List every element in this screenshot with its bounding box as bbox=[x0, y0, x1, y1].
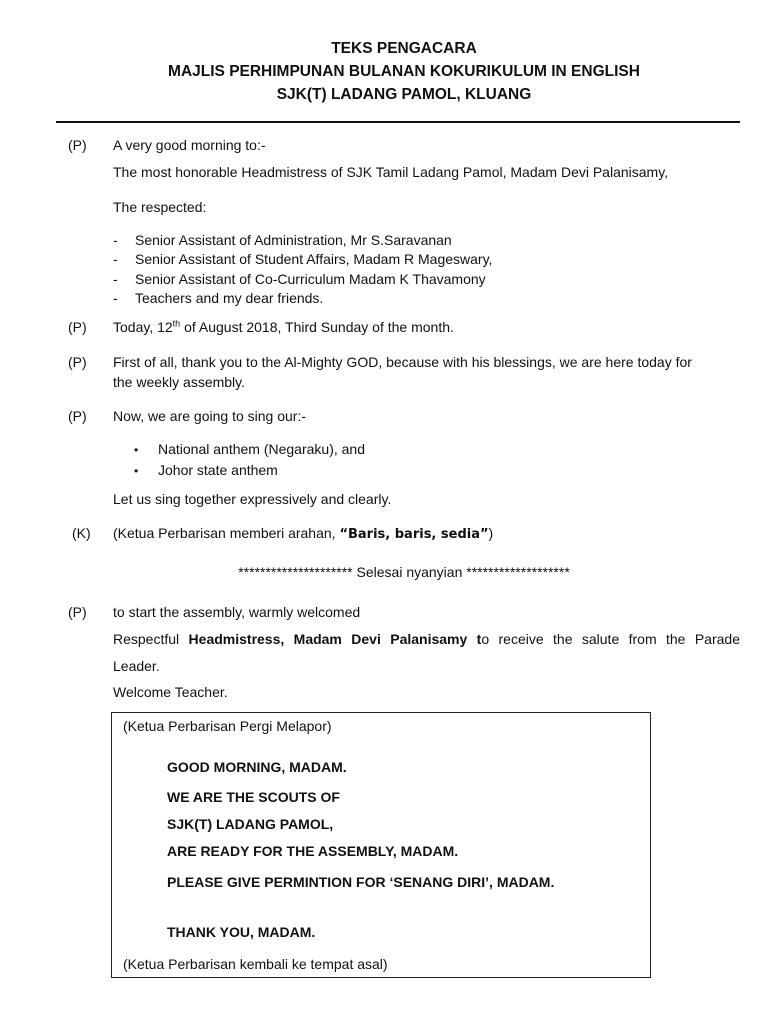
list-item: Teachers and my dear friends. bbox=[135, 290, 324, 306]
list-dash: - bbox=[113, 290, 118, 306]
headmistress-text: The most honorable Headmistress of SJK Tamil Ladang Pamol, Madam Devi Palanisamy, bbox=[113, 164, 669, 180]
list-item: Senior Assistant of Student Affairs, Madam R Mageswary, bbox=[135, 251, 493, 267]
bullet-icon: • bbox=[134, 464, 139, 478]
sing-instruction: Let us sing together expressively and clearly. bbox=[113, 491, 392, 507]
welcome-line-4: Welcome Teacher. bbox=[113, 684, 228, 700]
list-item: Senior Assistant of Administration, Mr S.Saravanan bbox=[135, 232, 452, 248]
school-title: SJK(T) LADANG PAMOL, KLUANG bbox=[276, 86, 532, 103]
list-dash: - bbox=[113, 232, 118, 248]
anthem-item: National anthem (Negaraku), and bbox=[158, 441, 366, 457]
speaker-label: (P) bbox=[68, 408, 87, 424]
welcome-line-2 bbox=[113, 631, 740, 647]
report-line: GOOD MORNING, MADAM. bbox=[167, 759, 347, 775]
date-text bbox=[113, 319, 454, 335]
bullet-icon: • bbox=[134, 443, 139, 457]
header-divider bbox=[56, 121, 740, 123]
anthem-item: Johor state anthem bbox=[158, 462, 278, 478]
command-suffix: ) bbox=[488, 525, 494, 541]
welcome-prefix: Respectful bbox=[113, 631, 189, 647]
date-text-start: Today, 12 bbox=[113, 319, 173, 335]
respected-text: The respected: bbox=[113, 199, 207, 215]
speaker-label: (P) bbox=[68, 137, 87, 153]
speaker-label: (P) bbox=[68, 319, 87, 335]
document-title: TEKS PENGACARA bbox=[331, 40, 477, 57]
report-line: WE ARE THE SCOUTS OF bbox=[167, 789, 340, 805]
command-quote: “Baris, baris, sedia” bbox=[339, 527, 489, 542]
report-line: PLEASE GIVE PERMINTION FOR ‘SENANG DIRI’, MADAM. bbox=[167, 874, 555, 890]
speaker-label: (P) bbox=[68, 354, 87, 370]
welcome-line-1: to start the assembly, warmly welcomed bbox=[113, 604, 361, 620]
report-line: SJK(T) LADANG PAMOL, bbox=[167, 816, 334, 832]
thanks-line-2: the weekly assembly. bbox=[113, 374, 246, 390]
report-line: ARE READY FOR THE ASSEMBLY, MADAM. bbox=[167, 843, 459, 859]
section-separator: ********************* Selesai nyanyian ******************* bbox=[238, 564, 570, 580]
date-text-end: of August 2018, Third Sunday of the month. bbox=[180, 319, 454, 335]
welcome-bold: Headmistress, Madam Devi Palanisamy t bbox=[188, 631, 482, 647]
date-ordinal: th bbox=[172, 318, 181, 329]
command-text bbox=[113, 525, 493, 542]
event-title: MAJLIS PERHIMPUNAN BULANAN KOKURIKULUM IN ENGLISH bbox=[168, 63, 640, 80]
list-dash: - bbox=[113, 251, 118, 267]
command-prefix: (Ketua Perbarisan memberi arahan, bbox=[113, 525, 340, 541]
report-line: THANK YOU, MADAM. bbox=[167, 924, 316, 940]
list-dash: - bbox=[113, 271, 118, 287]
welcome-suffix: o receive the salute from the Parade bbox=[481, 631, 740, 647]
speaker-label: (P) bbox=[68, 604, 87, 620]
greeting-text: A very good morning to:- bbox=[113, 137, 266, 153]
welcome-line-3: Leader. bbox=[113, 658, 160, 674]
thanks-line-1: First of all, thank you to the Al-Mighty GOD, because with his blessings, we are here today for bbox=[113, 354, 692, 370]
list-item: Senior Assistant of Co-Curriculum Madam K Thavamony bbox=[135, 271, 486, 287]
box-bottom-note: (Ketua Perbarisan kembali ke tempat asal) bbox=[123, 956, 388, 972]
anthem-intro: Now, we are going to sing our:- bbox=[113, 408, 306, 424]
box-top-note: (Ketua Perbarisan Pergi Melapor) bbox=[123, 718, 332, 734]
speaker-label: (K) bbox=[72, 525, 91, 541]
